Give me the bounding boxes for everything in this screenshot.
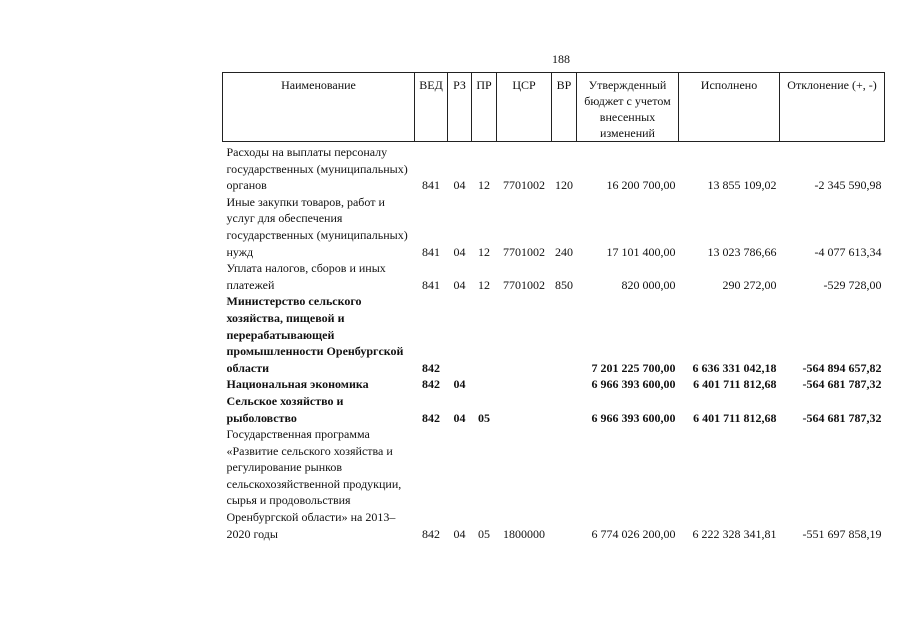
row-vr [552,293,577,376]
row-vr: 240 [555,244,573,259]
row-executed: 13 855 109,02 [707,178,777,193]
row-csr [497,376,552,393]
page-number: 188 [552,52,570,66]
row-ved: 841 [422,178,440,193]
row-approved: 6 966 393 600,00 [591,410,676,425]
row-executed: 6 401 711 812,68 [693,377,777,392]
row-name: Государственная программа «Развитие сельского хозяйства и регулирование рынков сельскохозяйственной продукции, сырья и продовольствия Оренбургской области» на 2013–2020 годы [226,427,402,541]
row-approved: 6 966 393 600,00 [591,377,676,392]
row-vr [552,393,577,426]
header-name: Наименование [223,73,415,142]
row-ved: 842 [422,526,440,541]
row-pr: 05 [478,410,490,425]
table-row [223,194,885,260]
row-rz [448,293,472,376]
row-pr: 05 [478,526,490,541]
row-name: Иные закупки товаров, работ и услуг для обеспечения государственных (муниципальных) нужд [226,194,408,259]
budget-table-container [222,72,884,542]
row-csr [497,393,552,426]
row-ved: 842 [422,410,440,425]
row-vr: 850 [555,277,573,292]
row-ved: 841 [422,277,440,292]
row-deviation: -529 728,00 [823,277,882,292]
header-deviation: Отклонение (+, -) [780,73,885,142]
row-ved: 842 [422,377,440,392]
row-name: Расходы на выплаты персоналу государственных (муниципальных) органов [226,145,408,193]
row-csr: 7701002 [503,244,545,259]
header-pr: ПР [472,73,497,142]
row-name: Министерство сельского хозяйства, пищевой и перерабатывающей промышленности Оренбургской области [226,294,404,375]
table-row [223,260,885,293]
budget-execution-table [222,72,885,542]
header-executed: Исполнено [679,73,780,142]
row-ved: 841 [422,244,440,259]
row-executed: 6 636 331 042,18 [692,360,777,375]
table-row [223,393,885,426]
row-pr: 12 [478,178,490,193]
row-deviation: -564 894 657,82 [802,360,882,375]
row-deviation: -4 077 613,34 [814,244,882,259]
table-row [223,426,885,542]
row-rz: 04 [453,410,466,425]
row-approved: 820 000,00 [621,277,676,292]
row-approved: 17 101 400,00 [606,244,676,259]
row-deviation: -551 697 858,19 [802,526,882,541]
row-ved: 842 [422,360,440,375]
row-vr: 120 [555,178,573,193]
row-csr: 7701002 [503,277,545,292]
table-row [223,293,885,376]
row-name: Сельское хозяйство и рыболовство [226,393,344,425]
row-deviation: -564 681 787,32 [802,377,882,392]
row-rz: 04 [453,244,466,259]
table-header [223,73,885,142]
row-executed: 6 222 328 341,81 [692,526,777,541]
row-rz: 04 [453,526,466,541]
table-body [223,142,885,543]
row-rz: 04 [453,377,466,392]
row-deviation: -2 345 590,98 [814,178,882,193]
row-approved: 7 201 225 700,00 [591,360,676,375]
header-rz: РЗ [448,73,472,142]
row-vr [552,376,577,393]
row-rz: 04 [453,178,466,193]
row-deviation: -564 681 787,32 [802,410,882,425]
row-name: Уплата налогов, сборов и иных платежей [226,261,386,292]
row-pr: 12 [478,244,490,259]
row-rz: 04 [453,277,466,292]
row-approved: 16 200 700,00 [606,178,676,193]
row-pr: 12 [478,277,490,292]
header-csr: ЦСР [497,73,552,142]
table-row [223,142,885,194]
row-csr [497,293,552,376]
row-executed: 290 272,00 [722,277,777,292]
row-executed: 13 023 786,66 [707,244,777,259]
row-name: Национальная экономика [226,377,369,392]
table-row [223,376,885,393]
row-executed: 6 401 711 812,68 [693,410,777,425]
row-pr [472,376,497,393]
row-approved: 6 774 026 200,00 [591,526,676,541]
header-ved: ВЕД [415,73,448,142]
row-csr: 7701002 [503,178,545,193]
row-pr [472,293,497,376]
header-approved-budget: Утвержденный бюджет с учетом внесенных изменений [577,73,679,142]
row-vr [552,426,577,542]
header-vr: ВР [552,73,577,142]
row-csr: 1800000 [503,526,545,541]
